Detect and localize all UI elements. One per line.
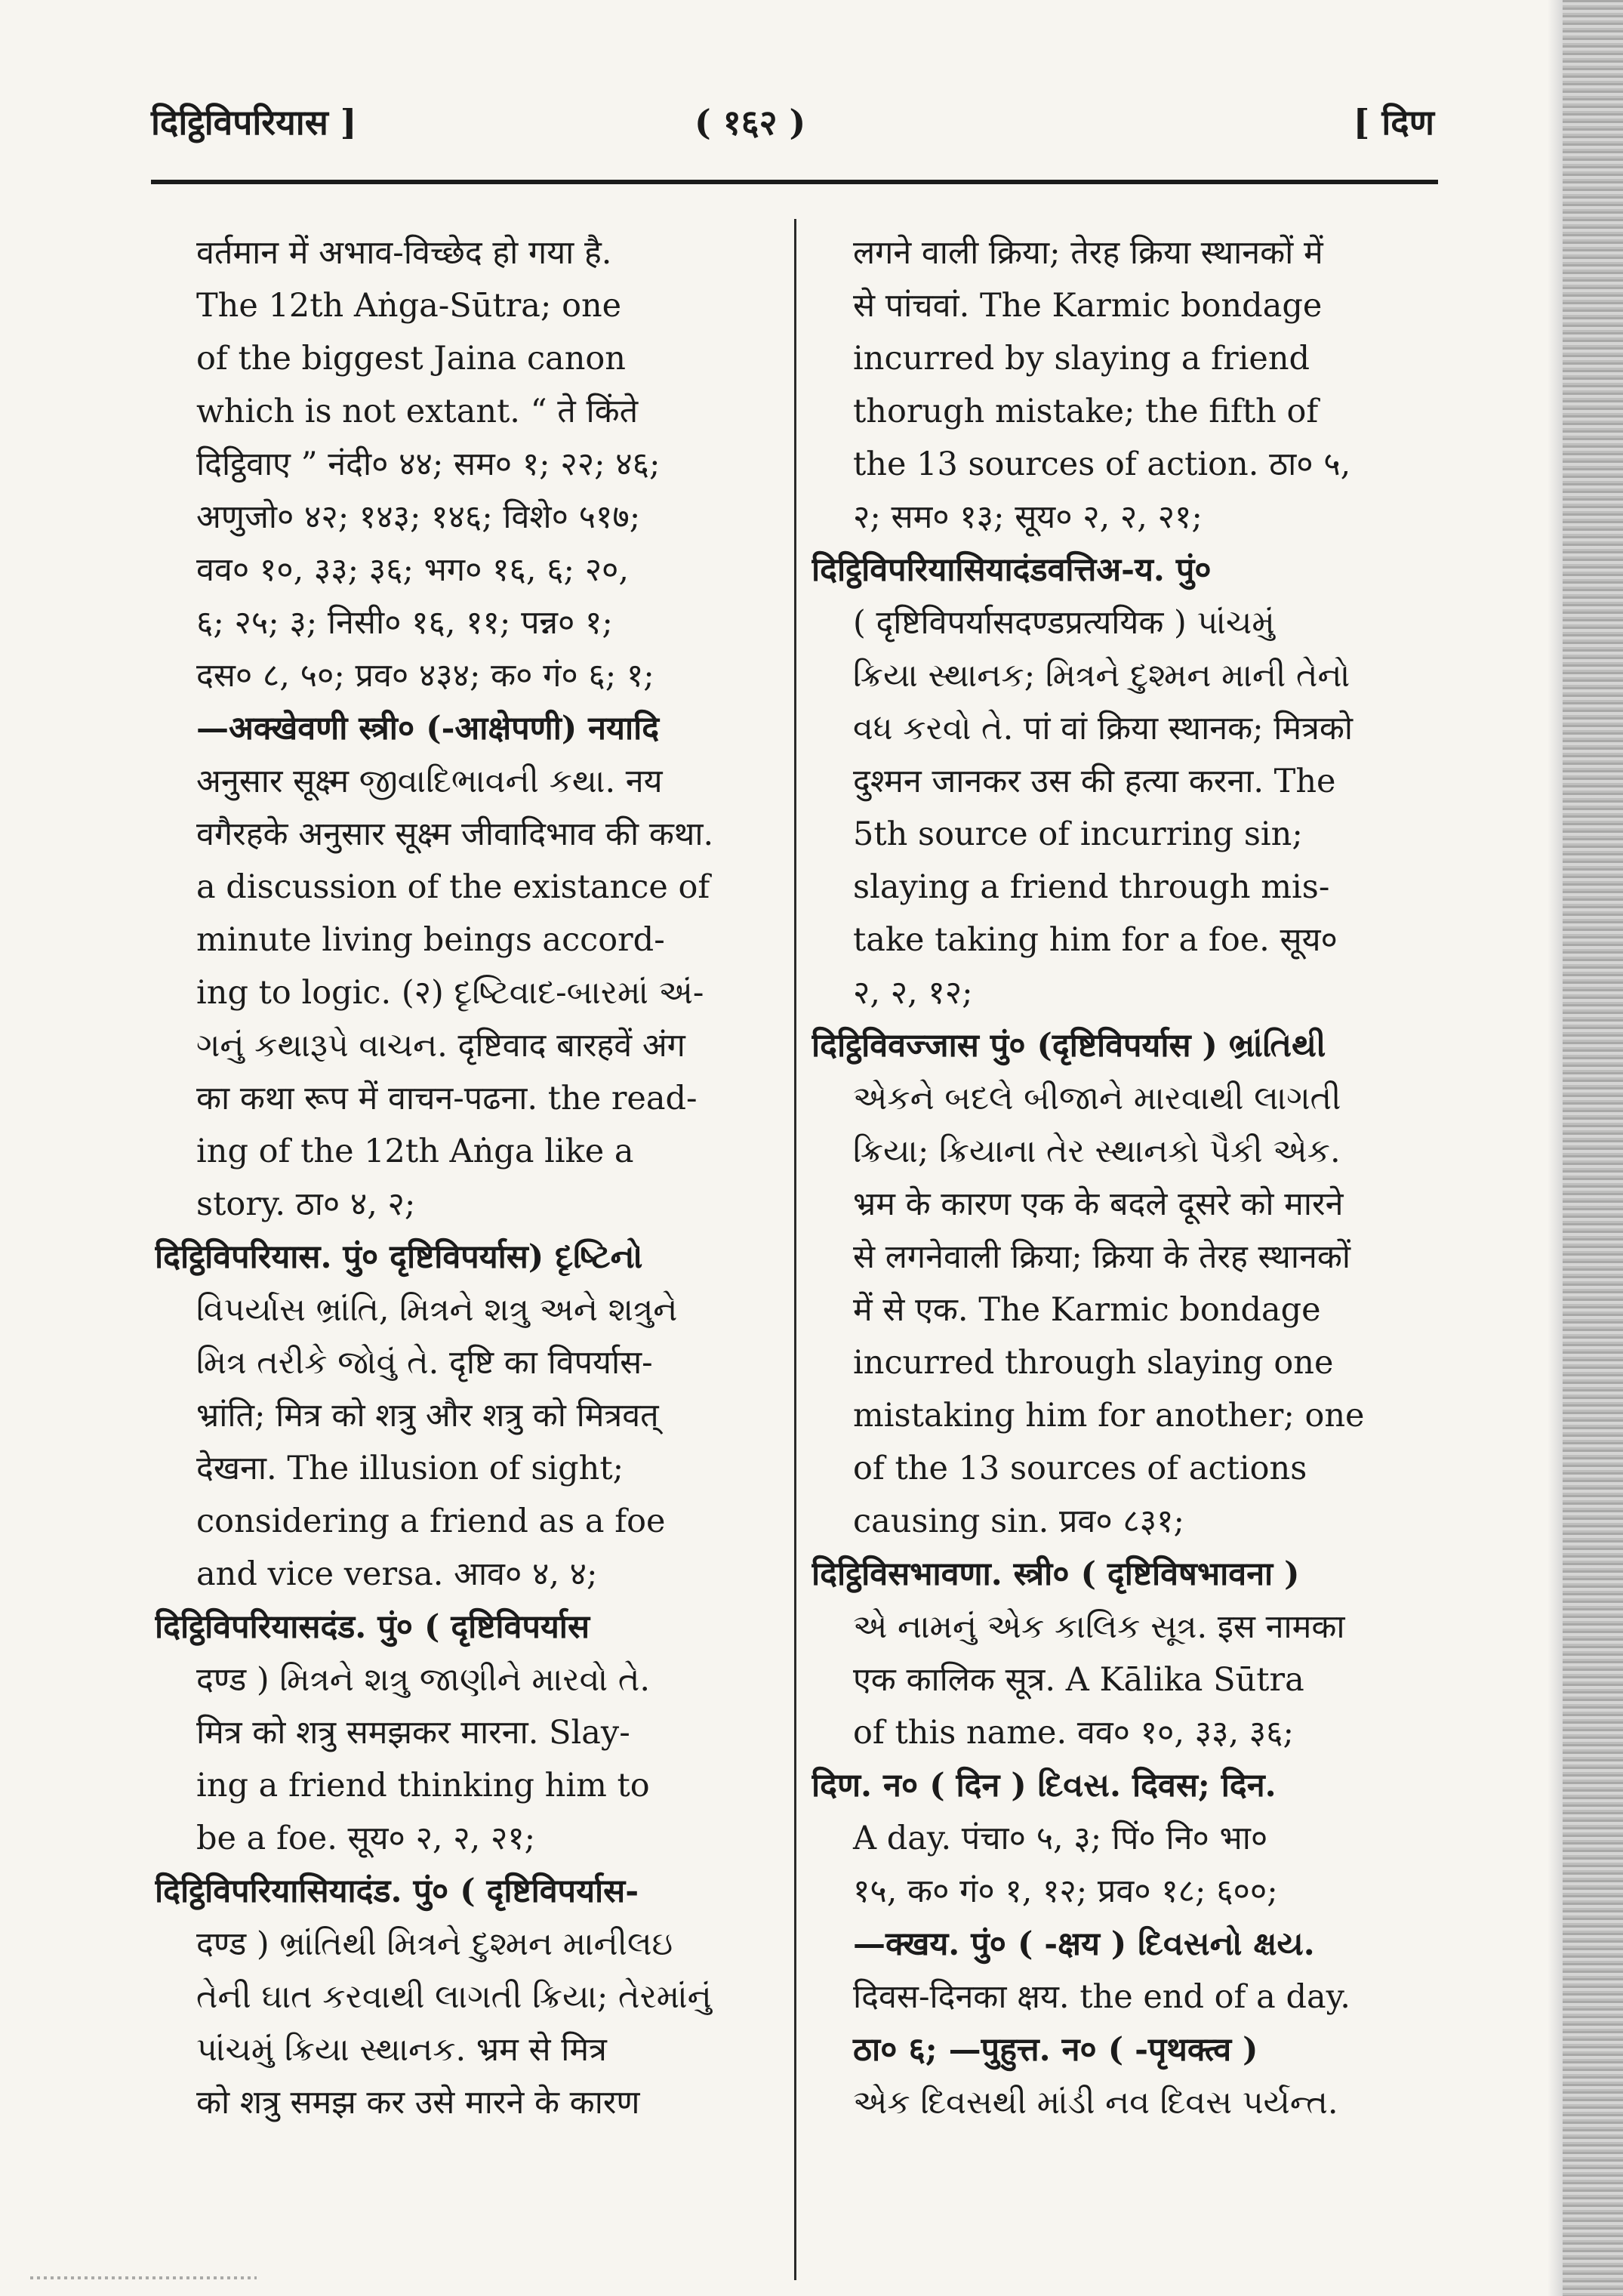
- text-line: को शत्रु समझ कर उसे मारने के कारण: [196, 2084, 640, 2122]
- text-line: —क्खय. पुं० ( -क्षय ) દિવસનો ક્ષય.: [853, 1925, 1315, 1963]
- text-line: પાંચમું ક્રિયા સ્થાનક. भ्रम से मित्र: [196, 2031, 607, 2069]
- right-column: [812, 227, 1446, 2129]
- text-line: એ નામનું એક કાલિક સૂત્ર. इस नामका: [853, 1608, 1345, 1646]
- entry-headword-line: दिण. न० ( दिन ) દિવસ. दिवस; दिन.: [812, 1767, 1277, 1804]
- text-line: अनुसार सूक्ष्म જીવાદિભાવની કથા. नय: [196, 763, 663, 800]
- entry-headword-line: दिट्ठिविसभावणा. स्त्री० ( दृष्टिविषभावना ): [812, 1555, 1300, 1593]
- text-line: એક દિવસથી માંડી નવ દિવસ પર્યન્ત.: [853, 2084, 1338, 2122]
- text-line: ક્રિયા; ક્રિયાના તેર સ્થાનકો પૈકી એક.: [853, 1133, 1341, 1170]
- text-line: વધ કરવો તે. पां वां क्रिया स्थानक; मित्रको: [853, 710, 1354, 747]
- text-line: ક્રિયા સ્થાનક; મિત્રને દુશ્મન માની તેનો: [853, 657, 1350, 695]
- text-line: be a foe. सूय० २, २, २१;: [196, 1820, 536, 1857]
- text-line: minute living beings accord-: [196, 921, 665, 959]
- header-rule: [151, 180, 1438, 184]
- text-line: ठा० ६; —पुहुत्त. न० ( -पृथक्त्व ): [853, 2031, 1258, 2069]
- text-line: से लगनेवाली क्रिया; क्रिया के तेरह स्थानकों: [853, 1238, 1351, 1276]
- text-line: mistaking him for another; one: [853, 1397, 1365, 1435]
- text-line: which is not extant. “ ते किंते: [196, 393, 639, 430]
- page-header: [151, 98, 1434, 166]
- text-line: दुश्मन जानकर उस की हत्या करना. The: [853, 763, 1336, 800]
- text-line: thorugh mistake; the fifth of: [853, 393, 1319, 430]
- text-line: of the biggest Jaina canon: [196, 340, 626, 378]
- page-edge-fade: [1548, 0, 1563, 2296]
- text-line: से पांचवां. The Karmic bondage: [853, 287, 1323, 325]
- text-line: 5th source of incurring sin;: [853, 815, 1303, 853]
- text-line: મિત્ર તરીકે જોવું તે. दृष्टि का विपर्यास-: [196, 1344, 653, 1382]
- text-line: १५, क० गं० १, १२; प्रव० १८; ६००;: [853, 1872, 1278, 1910]
- text-line: का कथा रूप में वाचन-पढना. the read-: [196, 1080, 698, 1117]
- text-line: The 12th Aṅga-Sūtra; one: [196, 287, 622, 325]
- text-line: वगैरहके अनुसार सूक्ष्म जीवादिभाव की कथा.: [196, 815, 714, 853]
- text-line: એકને બદલે બીજાને મારવાથી લાગતી: [853, 1080, 1341, 1117]
- text-line: दिट्ठिवाए ” नंदी० ४४; सम० १; २२; ४६;: [196, 445, 661, 483]
- text-line: मित्र को शत्रु समझकर मारना. Slay-: [196, 1714, 630, 1752]
- text-line: considering a friend as a foe: [196, 1502, 666, 1540]
- scan-artifact: [30, 2276, 257, 2279]
- running-head-left: दिट्ठिविपरियास ]: [151, 102, 357, 143]
- text-line: and vice versa. आव० ४, ४;: [196, 1555, 598, 1593]
- page-edge-shadow: [1563, 0, 1623, 2296]
- text-line: में से एक. The Karmic bondage: [853, 1291, 1321, 1329]
- text-line: ing to logic. (२) દૃષ્ટિવાદ-બારમાં અં-: [196, 974, 704, 1012]
- column-divider: [794, 219, 796, 2280]
- text-line: તેની ઘાત કરવાથી લાગતી ક્રિયા; તેરમાંનું: [196, 1978, 712, 2016]
- text-line: देखना. The illusion of sight;: [196, 1450, 624, 1487]
- entry-headword-line: दिट्ठिविपरियासदंड. पुं० ( दृष्टिविपर्यास: [155, 1608, 590, 1646]
- entry-headword-line: दिट्ठिविपरियासियादंडवत्तिअ-य. पुं०: [812, 551, 1212, 589]
- left-column: [155, 227, 789, 2129]
- text-line: दिवस-दिनका क्षय. the end of a day.: [853, 1978, 1350, 2016]
- entry-headword-line: दिट्ठिविवज्जास पुं० (दृष्टिविपर्यास ) ભ્રાંતિથી: [812, 1027, 1326, 1065]
- text-line: A day. पंचा० ५, ३; पिं० नि० भा०: [853, 1820, 1268, 1857]
- text-line: incurred through slaying one: [853, 1344, 1334, 1382]
- text-line: अणुजो० ४२; १४३; १४६; विशे० ५१७;: [196, 498, 641, 536]
- text-line: भ्रांति; मित्र को शत्रु और शत्रु को मित्रवत्: [196, 1397, 659, 1435]
- running-head-right: [ दिण: [1353, 102, 1434, 143]
- text-line: दण्ड ) ભ્રાંતિથી મિત્રને દુશ્મન માનીલઇ: [196, 1925, 673, 1963]
- text-line: ( दृष्टिविपर्यासदण्डप्रत्ययिक ) પાંચમું: [853, 604, 1275, 642]
- text-line: incurred by slaying a friend: [853, 340, 1310, 378]
- text-line: slaying a friend through mis-: [853, 868, 1330, 906]
- text-line: the 13 sources of action. ठा० ५,: [853, 445, 1351, 483]
- entry-headword-line: दिट्ठिविपरियास. पुं० दृष्टिविपर्यास) દૃષ્ટિનો: [155, 1238, 643, 1276]
- text-line: વિપર્યાસ ભ્રાંતિ, મિત્રને શત્રુ અને શત્રુને: [196, 1291, 678, 1329]
- text-line: दण्ड ) મિત્રને શત્રુ જાણીને મારવો તે.: [196, 1661, 651, 1699]
- text-line: वव० १०, ३३; ३६; भग० १६, ६; २०,: [196, 551, 630, 589]
- text-line: of the 13 sources of actions: [853, 1450, 1307, 1487]
- text-line: ing of the 12th Aṅga like a: [196, 1133, 634, 1170]
- text-line: एक कालिक सूत्र. A Kālika Sūtra: [853, 1661, 1304, 1699]
- text-line: भ्रम के कारण एक के बदले दूसरे को मारने: [853, 1185, 1344, 1223]
- entry-headword-line: दिट्ठिविपरियासियादंड. पुं० ( दृष्टिविपर्यास-: [155, 1872, 639, 1910]
- text-line: २, २, १२;: [853, 974, 973, 1012]
- text-line: २; सम० १३; सूय० २, २, २१;: [853, 498, 1203, 536]
- text-line: take taking him for a foe. सूय०: [853, 921, 1338, 959]
- text-line: story. ठा० ४, २;: [196, 1185, 416, 1223]
- text-line: ing a friend thinking him to: [196, 1767, 650, 1804]
- text-line: दस० ८, ५०; प्रव० ४३४; क० गं० ६; १;: [196, 657, 654, 695]
- text-line: —अक्खेवणी स्त्री० (-आक्षेपणी) नयादि: [196, 710, 660, 747]
- text-line: ગનું કથારૂપે વાચન. दृष्टिवाद बारहवें अंग: [196, 1027, 685, 1065]
- text-line: ६; २५; ३; निसी० १६, ११; पन्न० १;: [196, 604, 613, 642]
- text-line: causing sin. प्रव० ८३१;: [853, 1502, 1184, 1540]
- page-number: ( १६२ ): [694, 102, 806, 143]
- text-line: a discussion of the existance of: [196, 868, 710, 906]
- text-line: of this name. वव० १०, ३३, ३६;: [853, 1714, 1294, 1752]
- text-line: लगने वाली क्रिया; तेरह क्रिया स्थानकों में: [853, 234, 1323, 272]
- text-line: वर्तमान में अभाव-विच्छेद हो गया है.: [196, 234, 612, 272]
